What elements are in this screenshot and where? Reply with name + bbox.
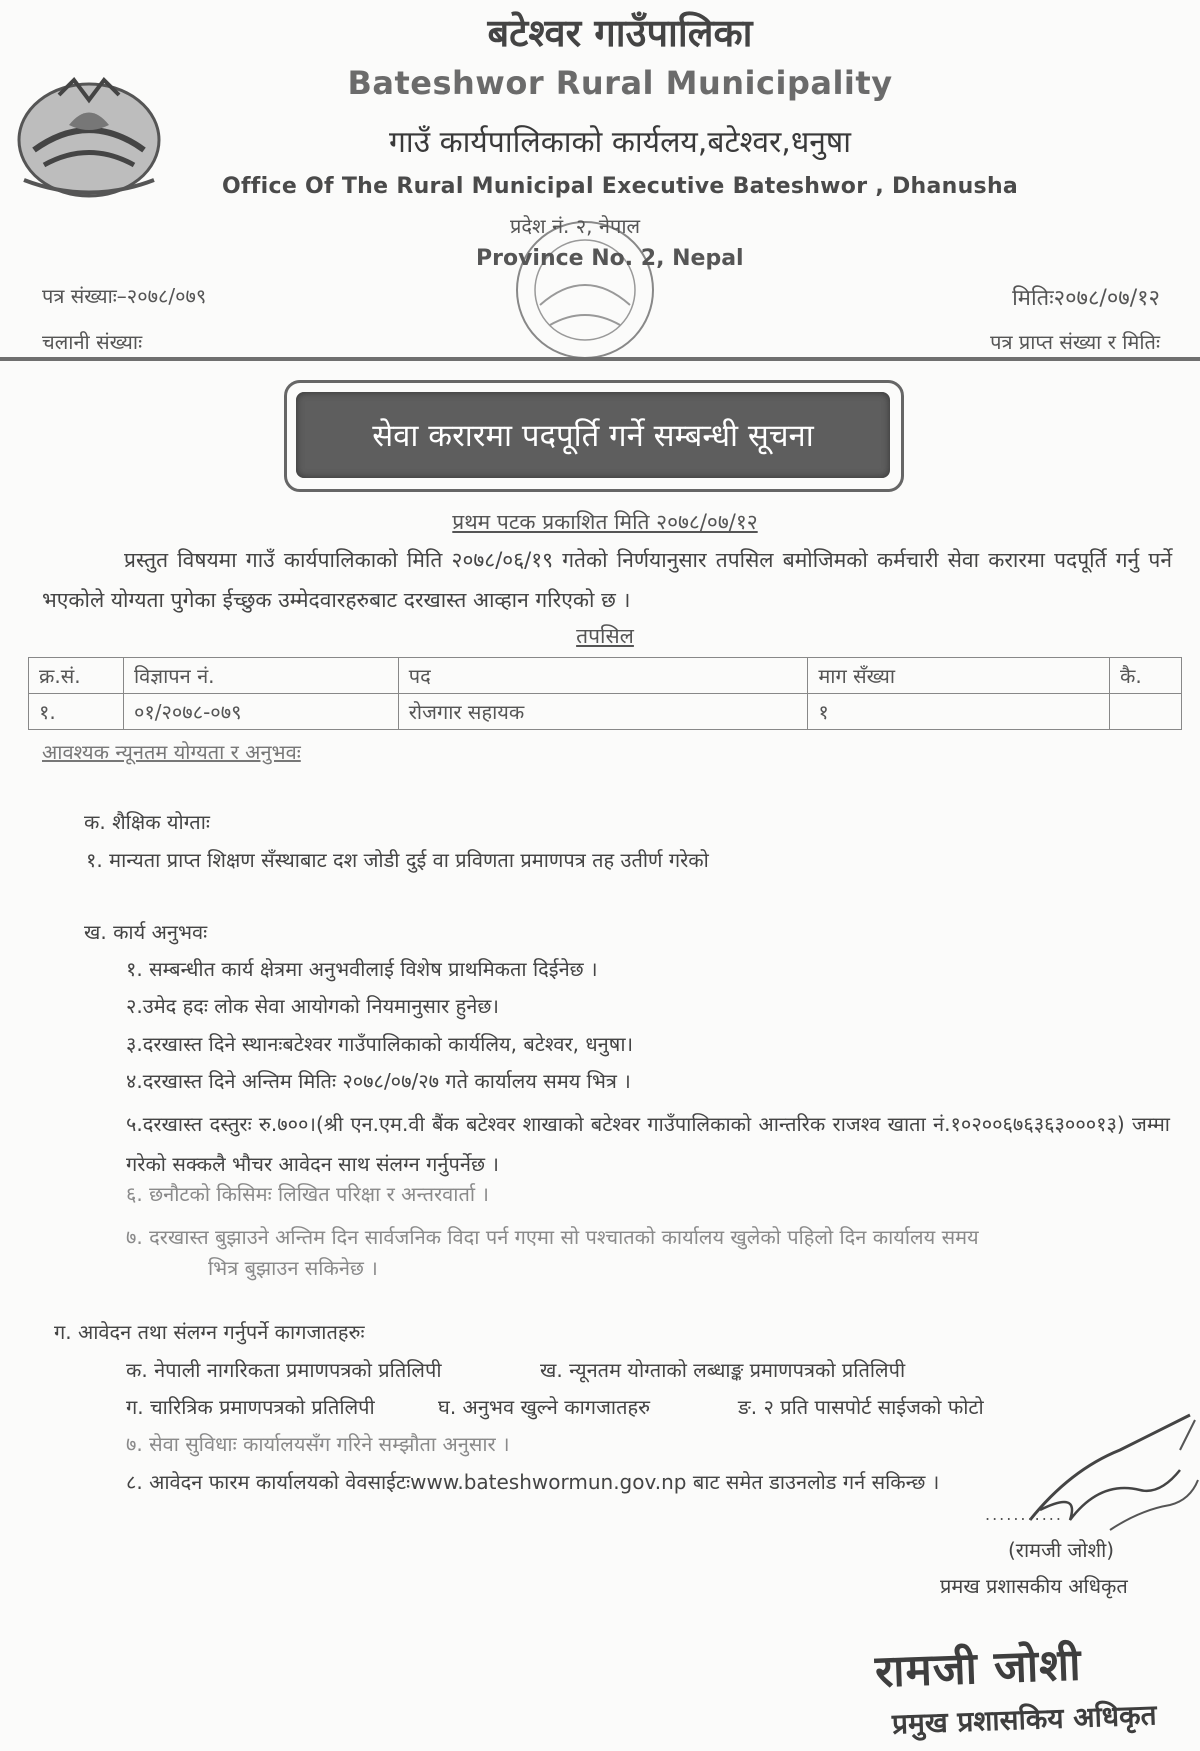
document-item: ग. चारित्रिक प्रमाणपत्रको प्रतिलिपी bbox=[126, 1395, 375, 1419]
office-title-en: Office Of The Rural Municipal Executive Bateshwor , Dhanusha bbox=[221, 174, 1019, 199]
table-header-row bbox=[29, 658, 1182, 694]
dispatch-number: चलानी संख्याः bbox=[42, 330, 143, 354]
office-title-np: गाउँ कार्यपालिकाको कार्यलय,बटेश्वर,धनुषा bbox=[388, 125, 852, 160]
schedule-heading: तपसिल bbox=[576, 624, 634, 648]
table-header-cell: विज्ञापन नं. bbox=[123, 658, 398, 694]
letter-number: पत्र संख्याः–२०७८/०७९ bbox=[42, 284, 207, 308]
document-item: घ. अनुभव खुल्ने कागजातहरु bbox=[438, 1395, 651, 1419]
table-header-cell: क्र.सं. bbox=[29, 658, 124, 694]
table-header-cell: पद bbox=[398, 658, 808, 694]
list-item: २.उमेद हदः लोक सेवा आयोगको नियमानुसार हुनेछ। bbox=[126, 994, 499, 1018]
notice-intro-paragraph: प्रस्तुत विषयमा गाउँ कार्यपालिकाको मिति २०७८/०६/१९ गतेको निर्णयानुसार तपसिल बमोजिमको कर्मचारी सेवा करारमा पदपूर्ति गर्नु पर्ने भएकोले योग्यता पुगेका ईच्छुक उम्मेदवारहरुबाट दरखास्त आव्हान गरिएको छ । bbox=[42, 548, 1172, 612]
list-item: १. सम्बन्धीत कार्य क्षेत्रमा अनुभवीलाई विशेष प्राथमिकता दिईनेछ । bbox=[126, 957, 598, 981]
education-item: १. मान्यता प्राप्त शिक्षण सँस्थाबाट दश जोडी दुई वा प्रविणता प्रमाणपत्र तह उतीर्ण गरेको bbox=[86, 848, 709, 872]
letter-date: मितिः२०७८/०७/१२ bbox=[1012, 286, 1160, 311]
list-item: ५.दरखास्त दस्तुरः रु.७००।(श्री एन.एम.वी बैंक बटेश्वर शाखाको बटेश्वर गाउँपालिकाको आन्तरिक राजश्व खाता नं.१०२००६७६३६३०००१३) जम्मा गरेको सक्कलै भौचर आवेदन साथ संलग्न गर्नुपर्नेछ । bbox=[126, 1112, 1170, 1176]
experience-heading: ख. कार्य अनुभवः bbox=[84, 920, 208, 944]
signature-line: ........... bbox=[985, 1505, 1063, 1524]
header-divider bbox=[0, 357, 1200, 361]
document-item: क. नेपाली नागरिकता प्रमाणपत्रको प्रतिलिपी bbox=[126, 1358, 442, 1382]
table-row bbox=[29, 694, 1182, 730]
list-item: ४.दरखास्त दिने अन्तिम मितिः २०७८/०७/२७ गते कार्यालय समय भित्र । bbox=[126, 1069, 631, 1093]
published-date: प्रथम पटक प्रकाशित मिति २०७८/०७/१२ bbox=[452, 510, 758, 534]
list-item: ७. दरखास्त बुझाउने अन्तिम दिन सार्वजनिक विदा पर्न गएमा सो पश्चातको कार्यालय खुलेको पहिलो दिन कार्यालय समय bbox=[126, 1225, 979, 1249]
vacancy-table bbox=[28, 657, 1182, 730]
list-item: ८. आवेदन फारम कार्यालयको वेवसाईटःwww.bateshwormun.gov.np बाट समेत डाउनलोड गर्न सकिन्छ । bbox=[126, 1470, 940, 1494]
table-cell: १ bbox=[808, 694, 1110, 730]
list-item-continuation: भित्र बुझाउन सकिनेछ । bbox=[208, 1256, 378, 1280]
table-cell: १. bbox=[29, 694, 124, 730]
notice-banner-title: सेवा करारमा पदपूर्ति गर्ने सम्बन्धी सूचना bbox=[296, 392, 890, 478]
province-np: प्रदेश नं. २, नेपाल bbox=[510, 214, 641, 238]
signer-title: प्रमख प्रशासकीय अधिकृत bbox=[940, 1574, 1128, 1598]
signer-name: (रामजी जोशी) bbox=[1008, 1538, 1115, 1562]
table-cell: रोजगार सहायक bbox=[398, 694, 808, 730]
table-cell bbox=[1110, 694, 1182, 730]
education-heading: क. शैक्षिक योग्ताः bbox=[84, 810, 210, 834]
municipality-title-en: Bateshwor Rural Municipality bbox=[347, 64, 893, 102]
list-item: ३.दरखास्त दिने स्थानःबटेश्वर गाउँपालिकाको कार्यलिय, बटेश्वर, धनुषा। bbox=[126, 1032, 634, 1056]
requirements-heading: आवश्यक न्यूनतम योग्यता र अनुभवः bbox=[42, 740, 301, 764]
table-header-cell: माग सँख्या bbox=[808, 658, 1110, 694]
documents-heading: ग. आवेदन तथा संलग्न गर्नुपर्ने कागजातहरुः bbox=[54, 1320, 365, 1344]
province-en: Province No. 2, Nepal bbox=[476, 246, 744, 271]
title-stamp: प्रमुख प्रशासकिय अधिकृत bbox=[891, 1698, 1158, 1741]
document-item: ख. न्यूनतम योग्ताको लब्धाङ्क प्रमाणपत्रको प्रतिलिपी bbox=[540, 1358, 906, 1382]
list-item: ७. सेवा सुविधाः कार्यालयसँग गरिने सम्झौता अनुसार । bbox=[126, 1432, 510, 1456]
list-item: ६. छनौटको किसिमः लिखित परिक्षा र अन्तरवार्ता । bbox=[126, 1182, 489, 1206]
name-stamp: रामजी जोशी bbox=[874, 1639, 1083, 1698]
table-header-cell: कै. bbox=[1110, 658, 1182, 694]
received-number-date: पत्र प्राप्त संख्या र मितिः bbox=[990, 330, 1160, 354]
document-item: ङ. २ प्रति पासपोर्ट साईजको फोटो bbox=[738, 1395, 984, 1419]
table-cell: ०१/२०७८-०७९ bbox=[123, 694, 398, 730]
municipality-title-np: बटेश्वर गाउँपालिका bbox=[487, 11, 753, 55]
